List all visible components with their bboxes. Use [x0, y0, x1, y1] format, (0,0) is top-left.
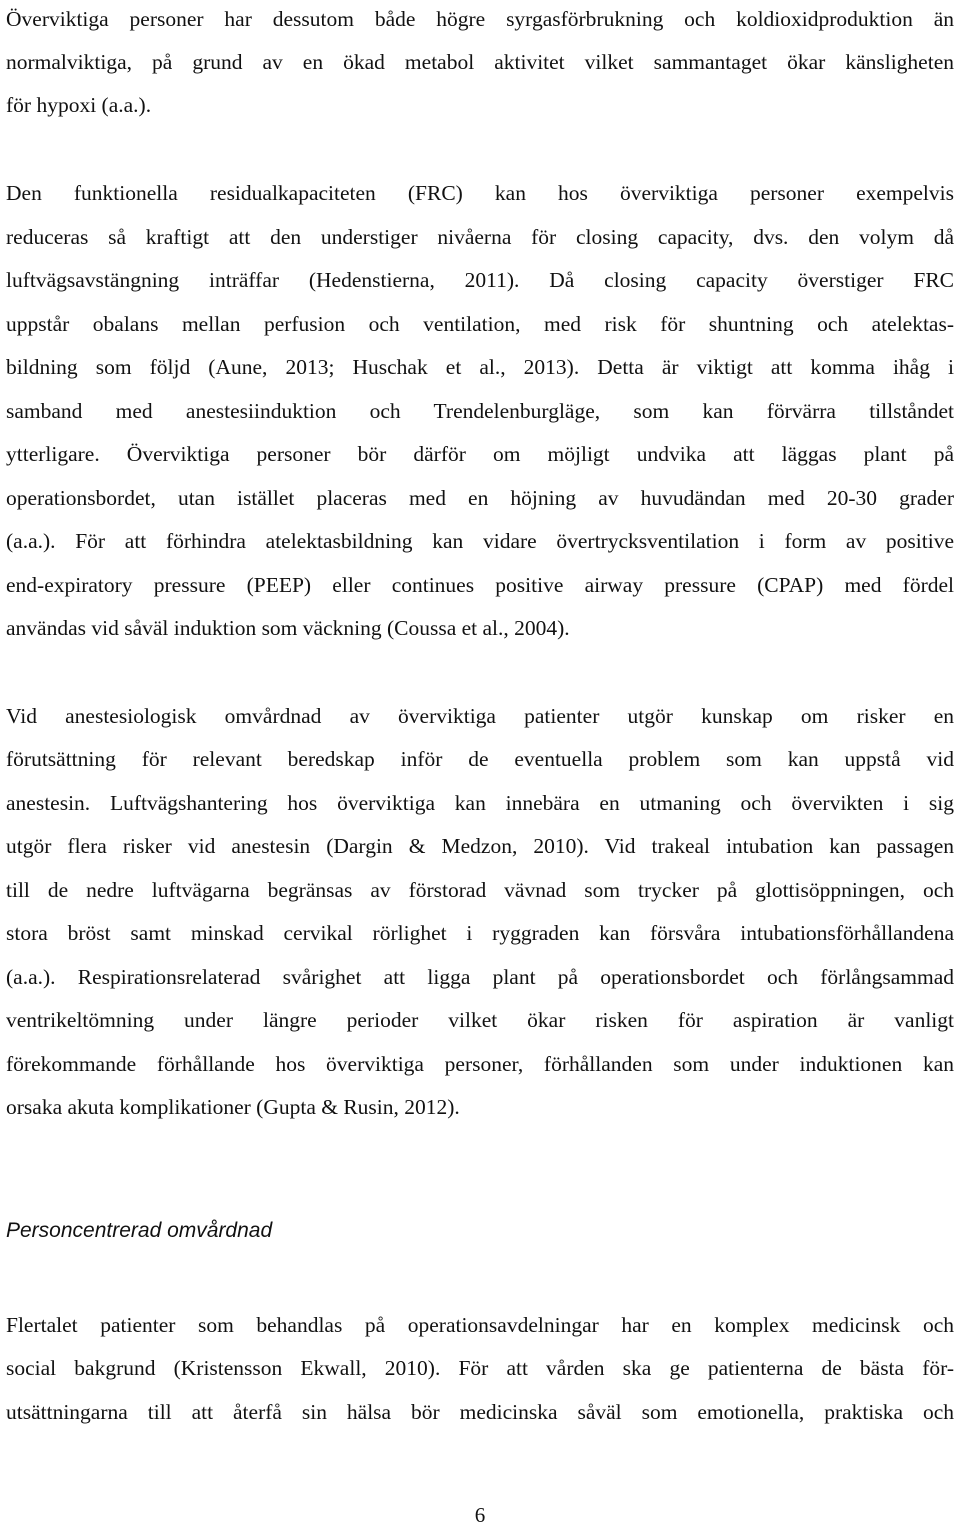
text-line: utgör flera risker vid anestesin (Dargin & Medzon, 2010). Vid trakeal intubation kan passagen: [6, 834, 954, 858]
text-line: orsaka akuta komplikationer (Gupta & Rusin, 2012).: [6, 1095, 460, 1119]
text-line: till de nedre luftvägarna begränsas av förstorad vävnad som trycker på glottisöppningen, och: [6, 878, 954, 902]
text-line: ventrikeltömning under längre perioder vilket ökar risken för aspiration är vanligt: [6, 1008, 954, 1032]
text-line: förutsättning för relevant beredskap inför de eventuella problem som kan uppstå vid: [6, 747, 954, 771]
page-number: 6: [474, 1503, 486, 1527]
text-line: uppstår obalans mellan perfusion och ventilation, med risk för shuntning och atelektas-: [6, 312, 954, 336]
text-line: end-expiratory pressure (PEEP) eller continues positive airway pressure (CPAP) med fördel: [6, 573, 954, 597]
text-line: normalviktiga, på grund av en ökad metabol aktivitet vilket sammantaget ökar känsligheten: [6, 50, 954, 74]
text-line: social bakgrund (Kristensson Ekwall, 2010). För att vården ska ge patienterna de bästa för-: [6, 1356, 954, 1380]
text-line: stora bröst samt minskad cervikal rörlighet i ryggraden kan försvåra intubationsförhållandena: [6, 921, 954, 945]
text-line: bildning som följd (Aune, 2013; Huschak et al., 2013). Detta är viktigt att komma ihåg i: [6, 355, 954, 379]
text-line: Överviktiga personer har dessutom både högre syrgasförbrukning och koldioxidproduktion än: [6, 7, 954, 31]
text-line: Flertalet patienter som behandlas på operationsavdelningar har en komplex medicinsk och: [6, 1313, 954, 1337]
text-line: luftvägsavstängning inträffar (Hedenstierna, 2011). Då closing capacity överstiger FRC: [6, 268, 954, 292]
text-line: utsättningarna till att återfå sin hälsa bör medicinska såväl som emotionella, praktiska och: [6, 1400, 954, 1424]
text-line: förekommande förhållande hos överviktiga personer, förhållanden som under induktionen kan: [6, 1052, 954, 1076]
text-line: ytterligare. Överviktiga personer bör därför om möjligt undvika att läggas plant på: [6, 442, 954, 466]
text-line: Den funktionella residualkapaciteten (FRC) kan hos överviktiga personer exempelvis: [6, 181, 954, 205]
text-line: anestesin. Luftvägshantering hos överviktiga kan innebära en utmaning och övervikten i sig: [6, 791, 954, 815]
text-line: för hypoxi (a.a.).: [6, 93, 152, 117]
text-line: samband med anestesiinduktion och Trendelenburgläge, som kan förvärra tillståndet: [6, 399, 954, 423]
section-heading: Personcentrerad omvårdnad: [6, 1219, 273, 1242]
text-line: (a.a.). För att förhindra atelektasbildning kan vidare övertrycksventilation i form av positive: [6, 529, 954, 553]
text-line: (a.a.). Respirationsrelaterad svårighet att ligga plant på operationsbordet och förlångsammad: [6, 965, 954, 989]
text-line: reduceras så kraftigt att den understiger nivåerna för closing capacity, dvs. den volym då: [6, 225, 954, 249]
text-line: Vid anestesiologisk omvårdnad av överviktiga patienter utgör kunskap om risker en: [6, 704, 954, 728]
text-line: operationsbordet, utan istället placeras med en höjning av huvudändan med 20-30 grader: [6, 486, 954, 510]
text-line: användas vid såväl induktion som väckning (Coussa et al., 2004).: [6, 616, 570, 640]
